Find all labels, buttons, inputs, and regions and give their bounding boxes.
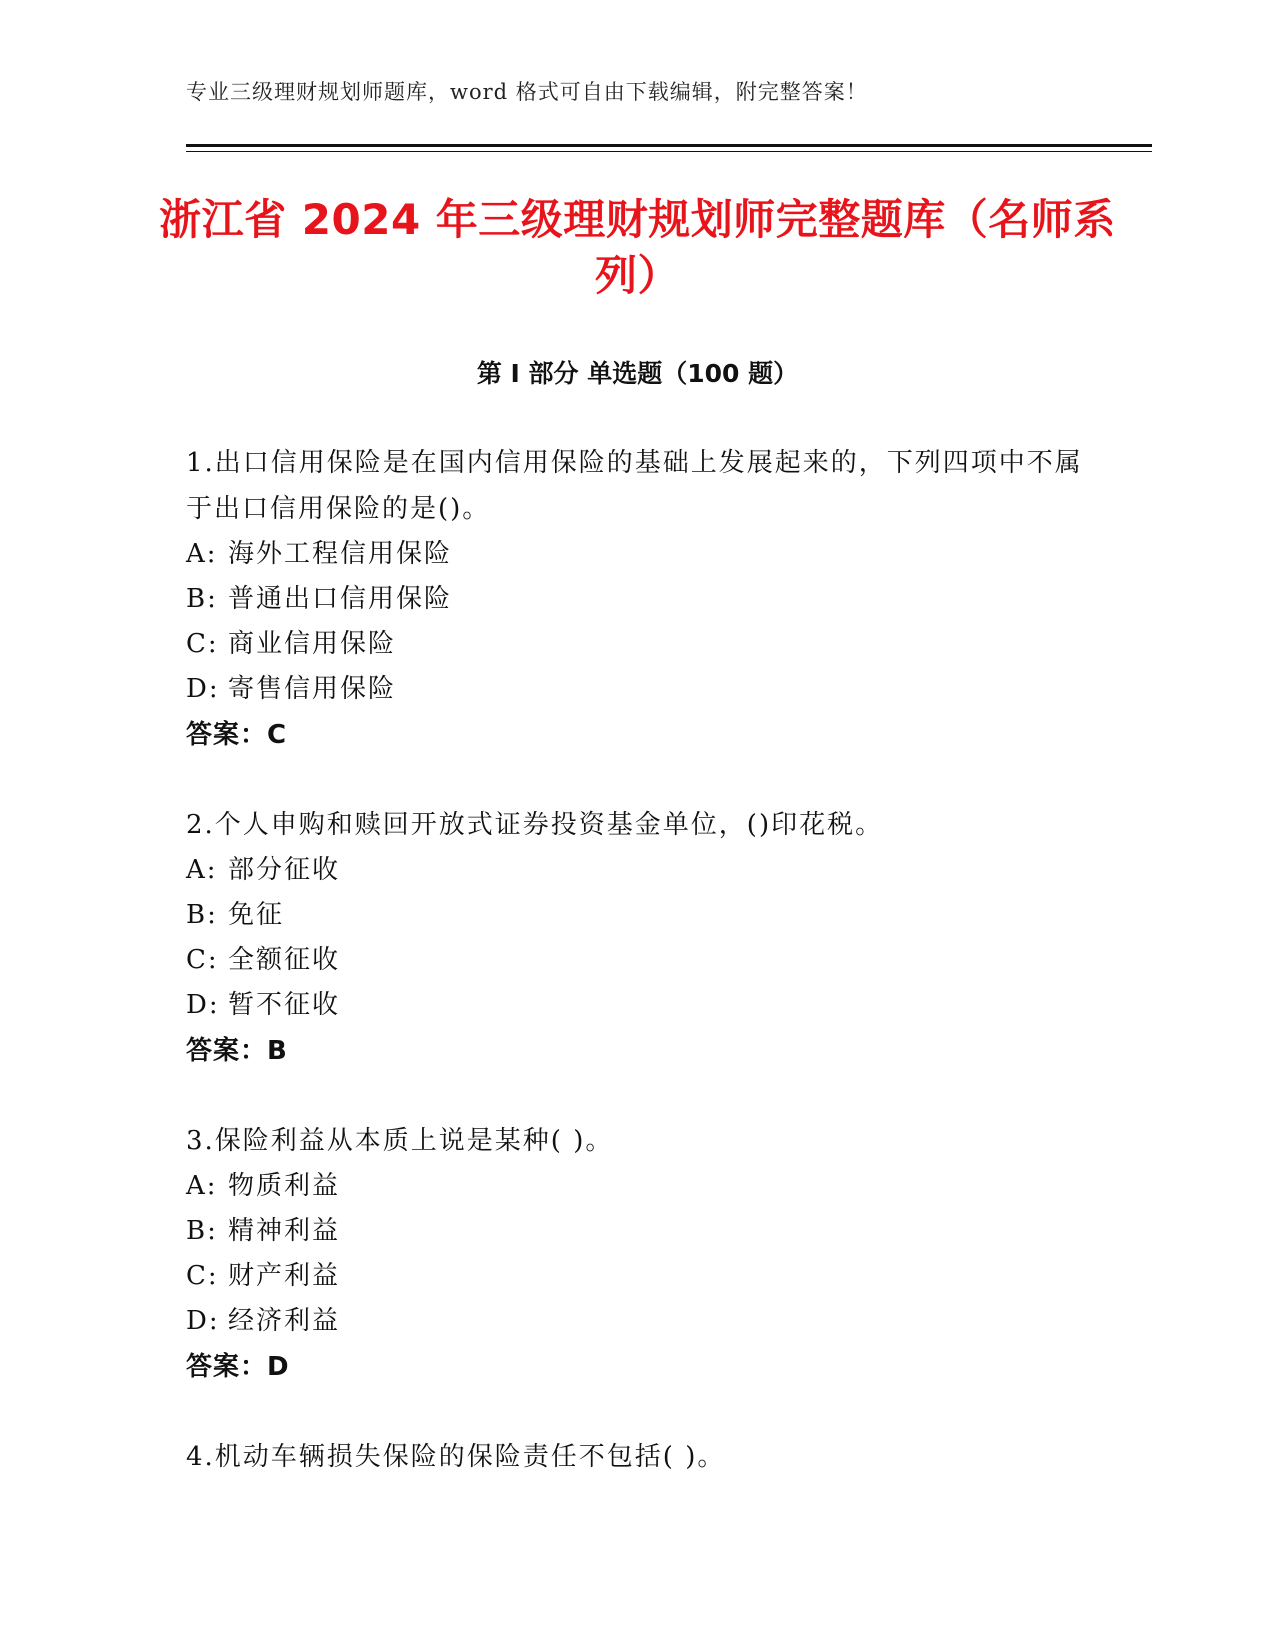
option-text: 精神利益	[228, 1216, 341, 1246]
option-text: 财产利益	[228, 1261, 341, 1291]
question-option-c	[186, 622, 1086, 667]
question-answer: 答案：D	[186, 1352, 290, 1382]
question-answer: 答案：B	[186, 1036, 288, 1066]
question-option-d	[186, 667, 1086, 712]
question-stem: 2.个人申购和赎回开放式证券投资基金单位，()印花税。	[186, 810, 884, 840]
question-2	[186, 802, 1086, 1074]
option-letter: A:	[186, 855, 218, 885]
question-stem: 4.机动车辆损失保险的保险责任不包括( )。	[186, 1442, 726, 1472]
option-letter: A:	[186, 539, 218, 569]
option-letter: C:	[186, 629, 219, 659]
option-text: 免征	[228, 900, 285, 930]
question-option-b	[186, 893, 1086, 938]
question-option-a	[186, 1164, 1086, 1209]
question-option-c	[186, 1254, 1086, 1299]
option-letter: D:	[186, 990, 220, 1020]
option-text: 物质利益	[228, 1171, 341, 1201]
question-option-d	[186, 983, 1086, 1028]
option-text: 海外工程信用保险	[228, 539, 453, 569]
question-4	[186, 1434, 1086, 1480]
option-letter: D:	[186, 1306, 220, 1336]
question-option-b	[186, 577, 1086, 622]
section-heading: 第 I 部分 单选题（100 题）	[476, 359, 799, 388]
option-letter: A:	[186, 1171, 218, 1201]
option-letter: B:	[186, 1216, 218, 1246]
option-letter: C:	[186, 1261, 219, 1291]
option-text: 全额征收	[228, 945, 341, 975]
question-option-b	[186, 1209, 1086, 1254]
question-option-c	[186, 938, 1086, 983]
option-text: 普通出口信用保险	[228, 584, 453, 614]
question-option-a	[186, 848, 1086, 893]
option-text: 部分征收	[228, 855, 341, 885]
option-letter: B:	[186, 584, 218, 614]
option-text: 暂不征收	[228, 990, 341, 1020]
question-3	[186, 1118, 1086, 1390]
question-stem: 3.保险利益从本质上说是某种( )。	[186, 1126, 614, 1156]
option-letter: B:	[186, 900, 218, 930]
question-answer: 答案：C	[186, 720, 288, 750]
question-option-d	[186, 1299, 1086, 1344]
option-letter: D:	[186, 674, 220, 704]
header-rule-thick	[186, 144, 1152, 147]
option-text: 商业信用保险	[228, 629, 397, 659]
question-1	[186, 440, 1086, 758]
question-list	[186, 440, 1086, 1524]
option-text: 经济利益	[228, 1306, 341, 1336]
option-letter: C:	[186, 945, 219, 975]
question-stem: 1.出口信用保险是在国内信用保险的基础上发展起来的，下列四项中不属于出口信用保险的是()。	[186, 448, 1083, 524]
question-option-a	[186, 532, 1086, 577]
document-title: 浙江省 2024 年三级理财规划师完整题库（名师系列）	[159, 195, 1116, 300]
option-text: 寄售信用保险	[228, 674, 397, 704]
running-header: 专业三级理财规划师题库，word 格式可自由下载编辑，附完整答案！	[186, 80, 868, 104]
header-rule-thin	[186, 151, 1152, 152]
